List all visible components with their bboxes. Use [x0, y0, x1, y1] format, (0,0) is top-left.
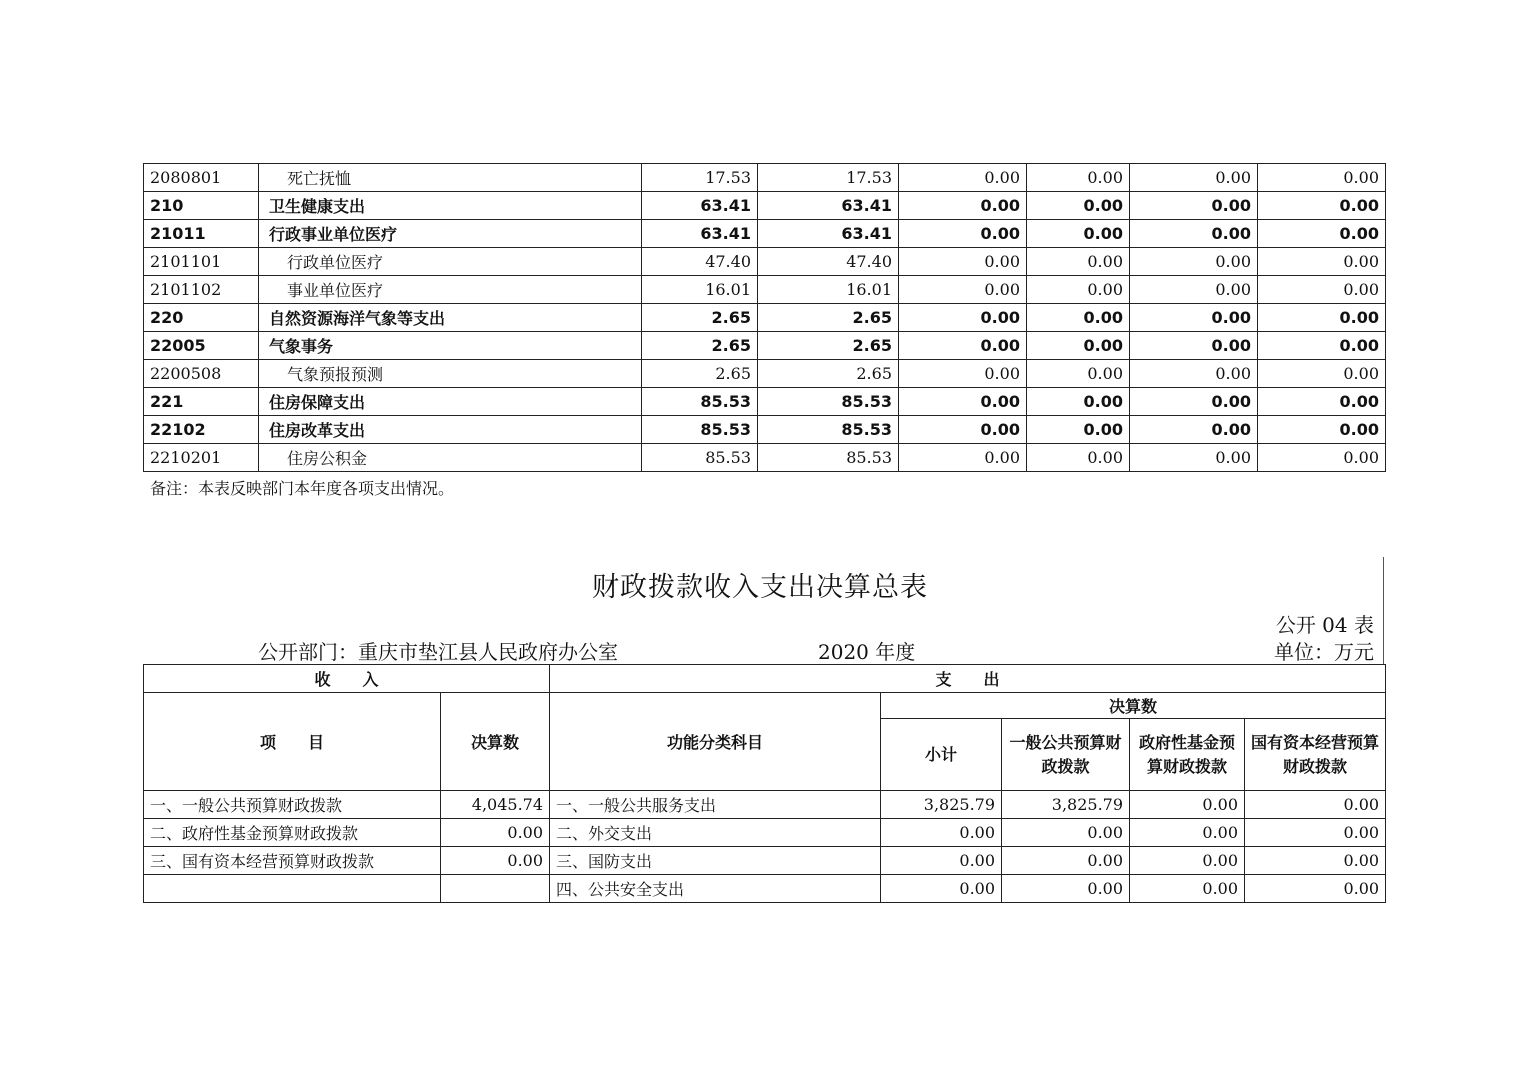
row-value: 2.65 — [758, 304, 899, 332]
row-code: 210 — [144, 192, 259, 220]
row-value: 0.00 — [1130, 276, 1258, 304]
table-row — [144, 276, 1386, 304]
row-value: 63.41 — [642, 192, 758, 220]
expense-value: 0.00 — [1245, 847, 1386, 875]
table-row — [144, 220, 1386, 248]
income-item: 二、政府性基金预算财政拨款 — [144, 819, 441, 847]
row-value: 0.00 — [1258, 332, 1386, 360]
unit-label: 单位：万元 — [1274, 640, 1374, 664]
row-value: 0.00 — [899, 192, 1027, 220]
table-row — [144, 304, 1386, 332]
income-item: 三、国有资本经营预算财政拨款 — [144, 847, 441, 875]
income-amount: 0.00 — [441, 847, 550, 875]
row-name: 气象预报预测 — [259, 360, 642, 388]
row-value: 0.00 — [1130, 220, 1258, 248]
row-value: 0.00 — [1258, 220, 1386, 248]
row-code: 220 — [144, 304, 259, 332]
final-header: 决算数 — [881, 693, 1386, 719]
table-row — [144, 248, 1386, 276]
row-value: 0.00 — [1258, 304, 1386, 332]
row-value: 0.00 — [1027, 276, 1130, 304]
expense-value: 3,825.79 — [1002, 791, 1130, 819]
table-row — [144, 164, 1386, 192]
row-value: 0.00 — [1130, 164, 1258, 192]
expense-value: 0.00 — [1130, 875, 1245, 903]
table-row — [144, 791, 1386, 819]
row-value: 0.00 — [1027, 164, 1130, 192]
table-row — [144, 819, 1386, 847]
expense-value: 0.00 — [1002, 875, 1130, 903]
row-value: 0.00 — [1027, 444, 1130, 472]
row-value: 0.00 — [1130, 248, 1258, 276]
row-value: 0.00 — [899, 276, 1027, 304]
row-code: 2200508 — [144, 360, 259, 388]
divider — [1383, 557, 1384, 665]
income-item: 一、一般公共预算财政拨款 — [144, 791, 441, 819]
row-code: 22005 — [144, 332, 259, 360]
row-value: 2.65 — [758, 360, 899, 388]
row-value: 47.40 — [758, 248, 899, 276]
item-header: 项 目 — [144, 693, 441, 791]
expense-value: 0.00 — [881, 875, 1002, 903]
row-value: 0.00 — [1258, 360, 1386, 388]
expense-value: 0.00 — [1130, 819, 1245, 847]
row-value: 16.01 — [758, 276, 899, 304]
table-row — [144, 388, 1386, 416]
row-value: 0.00 — [899, 444, 1027, 472]
row-value: 0.00 — [1027, 332, 1130, 360]
row-value: 0.00 — [1130, 388, 1258, 416]
row-code: 221 — [144, 388, 259, 416]
row-code: 2080801 — [144, 164, 259, 192]
row-value: 0.00 — [899, 248, 1027, 276]
row-value: 0.00 — [1027, 360, 1130, 388]
row-value: 85.53 — [642, 444, 758, 472]
row-code: 22102 — [144, 416, 259, 444]
expense-value: 3,825.79 — [881, 791, 1002, 819]
department-label: 公开部门：重庆市垫江县人民政府办公室 — [258, 640, 618, 664]
row-name: 行政事业单位医疗 — [259, 220, 642, 248]
table-row — [144, 847, 1386, 875]
row-value: 0.00 — [1258, 164, 1386, 192]
table-row — [144, 444, 1386, 472]
row-value: 2.65 — [642, 332, 758, 360]
income-amount — [441, 875, 550, 903]
row-name: 事业单位医疗 — [259, 276, 642, 304]
income-header: 收 入 — [144, 665, 550, 693]
row-value: 0.00 — [1027, 388, 1130, 416]
expense-value: 0.00 — [1245, 791, 1386, 819]
row-value: 17.53 — [642, 164, 758, 192]
row-value: 0.00 — [1258, 248, 1386, 276]
row-code: 2210201 — [144, 444, 259, 472]
appropriation-summary-table — [143, 664, 1386, 903]
expense-value: 0.00 — [1002, 847, 1130, 875]
row-value: 85.53 — [642, 388, 758, 416]
expense-value: 0.00 — [1245, 819, 1386, 847]
row-value: 85.53 — [758, 444, 899, 472]
row-name: 死亡抚恤 — [259, 164, 642, 192]
function-header: 功能分类科目 — [550, 693, 881, 791]
row-value: 85.53 — [642, 416, 758, 444]
function-item: 二、外交支出 — [550, 819, 881, 847]
row-value: 0.00 — [1027, 248, 1130, 276]
row-value: 85.53 — [758, 416, 899, 444]
row-value: 0.00 — [899, 360, 1027, 388]
row-value: 2.65 — [642, 360, 758, 388]
row-value: 0.00 — [1130, 332, 1258, 360]
table-note: 备注：本表反映部门本年度各项支出情况。 — [150, 479, 455, 498]
row-value: 0.00 — [1027, 416, 1130, 444]
row-value: 0.00 — [1258, 276, 1386, 304]
row-value: 0.00 — [1258, 416, 1386, 444]
row-value: 0.00 — [1027, 192, 1130, 220]
expenditure-detail-table — [143, 163, 1386, 472]
row-code: 2101101 — [144, 248, 259, 276]
subtotal-header: 小计 — [881, 719, 1002, 791]
row-value: 0.00 — [1130, 444, 1258, 472]
row-value: 0.00 — [1130, 360, 1258, 388]
row-name: 住房改革支出 — [259, 416, 642, 444]
income-item — [144, 875, 441, 903]
row-value: 16.01 — [642, 276, 758, 304]
row-name: 住房公积金 — [259, 444, 642, 472]
function-item: 一、一般公共服务支出 — [550, 791, 881, 819]
table-row — [144, 875, 1386, 903]
income-amount: 0.00 — [441, 819, 550, 847]
expense-value: 0.00 — [881, 819, 1002, 847]
income-amount: 4,045.74 — [441, 791, 550, 819]
state-capital-header: 国有资本经营预算财政拨款 — [1245, 719, 1386, 791]
table-row — [144, 192, 1386, 220]
row-name: 自然资源海洋气象等支出 — [259, 304, 642, 332]
row-value: 0.00 — [899, 332, 1027, 360]
table-row — [144, 332, 1386, 360]
row-code: 21011 — [144, 220, 259, 248]
row-value: 63.41 — [758, 220, 899, 248]
row-value: 0.00 — [899, 164, 1027, 192]
expense-value: 0.00 — [1130, 847, 1245, 875]
row-name: 行政单位医疗 — [259, 248, 642, 276]
row-code: 2101102 — [144, 276, 259, 304]
row-value: 0.00 — [899, 388, 1027, 416]
function-item: 三、国防支出 — [550, 847, 881, 875]
row-value: 63.41 — [758, 192, 899, 220]
table-row — [144, 360, 1386, 388]
amount-header: 决算数 — [441, 693, 550, 791]
row-value: 0.00 — [899, 220, 1027, 248]
row-value: 0.00 — [899, 416, 1027, 444]
expense-value: 0.00 — [1002, 819, 1130, 847]
row-name: 住房保障支出 — [259, 388, 642, 416]
function-item: 四、公共安全支出 — [550, 875, 881, 903]
year-label: 2020 年度 — [818, 640, 916, 664]
row-value: 0.00 — [1258, 388, 1386, 416]
row-value: 2.65 — [642, 304, 758, 332]
expense-header: 支 出 — [550, 665, 1386, 693]
row-value: 0.00 — [1027, 304, 1130, 332]
page-title: 财政拨款收入支出决算总表 — [592, 572, 928, 603]
expense-value: 0.00 — [1245, 875, 1386, 903]
general-budget-header: 一般公共预算财政拨款 — [1002, 719, 1130, 791]
row-value: 2.65 — [758, 332, 899, 360]
row-value: 63.41 — [642, 220, 758, 248]
row-name: 卫生健康支出 — [259, 192, 642, 220]
expense-value: 0.00 — [881, 847, 1002, 875]
table-number: 公开 04 表 — [1275, 613, 1374, 637]
row-value: 47.40 — [642, 248, 758, 276]
row-value: 0.00 — [1027, 220, 1130, 248]
row-value: 0.00 — [1258, 444, 1386, 472]
row-value: 85.53 — [758, 388, 899, 416]
expense-value: 0.00 — [1130, 791, 1245, 819]
row-value: 17.53 — [758, 164, 899, 192]
row-name: 气象事务 — [259, 332, 642, 360]
table-row — [144, 416, 1386, 444]
row-value: 0.00 — [1130, 304, 1258, 332]
row-value: 0.00 — [1130, 416, 1258, 444]
row-value: 0.00 — [899, 304, 1027, 332]
gov-fund-header: 政府性基金预算财政拨款 — [1130, 719, 1245, 791]
row-value: 0.00 — [1130, 192, 1258, 220]
row-value: 0.00 — [1258, 192, 1386, 220]
